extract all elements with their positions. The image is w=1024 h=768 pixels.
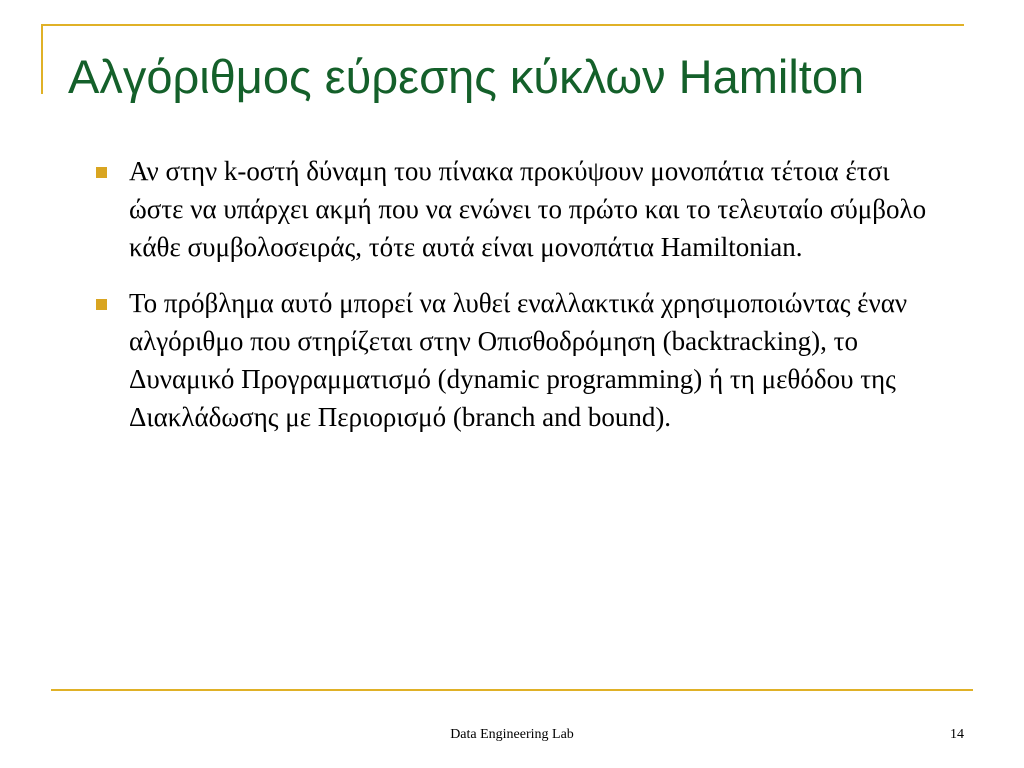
- title-frame-top-line: [41, 24, 964, 26]
- page-number: 14: [950, 727, 964, 742]
- square-bullet-icon: [96, 167, 107, 178]
- footer-text: Data Engineering Lab: [450, 727, 574, 742]
- bullet-item: [92, 284, 932, 436]
- square-bullet-icon: [96, 299, 107, 310]
- bullet-list: [92, 152, 932, 436]
- footer-divider: [51, 689, 973, 691]
- bullet-text: Αν στην k-οστή δύναμη του πίνακα προκύψουν μονοπάτια τέτοια έτσι ώστε να υπάρχει ακμή που να ενώνει το πρώτο και το τελευταίο σύμβολο κάθε συμβολοσειράς, τότε αυτά είναι μονοπάτια Hamiltonian.: [129, 156, 927, 262]
- slide-title: Αλγόριθμος εύρεσης κύκλων Hamilton: [68, 50, 865, 103]
- title-frame-left-line: [41, 24, 43, 94]
- bullet-text: Το πρόβλημα αυτό μπορεί να λυθεί εναλλακτικά χρησιμοποιώντας έναν αλγόριθμο που στηρίζεται στην Οπισθοδρόμηση (backtracking), το Δυναμικό Προγραμματισμό (dynamic programming) ή τη μεθόδου της Διακλάδωσης με Περιορισμό (branch and bound).: [129, 288, 908, 432]
- bullet-item: [92, 152, 932, 266]
